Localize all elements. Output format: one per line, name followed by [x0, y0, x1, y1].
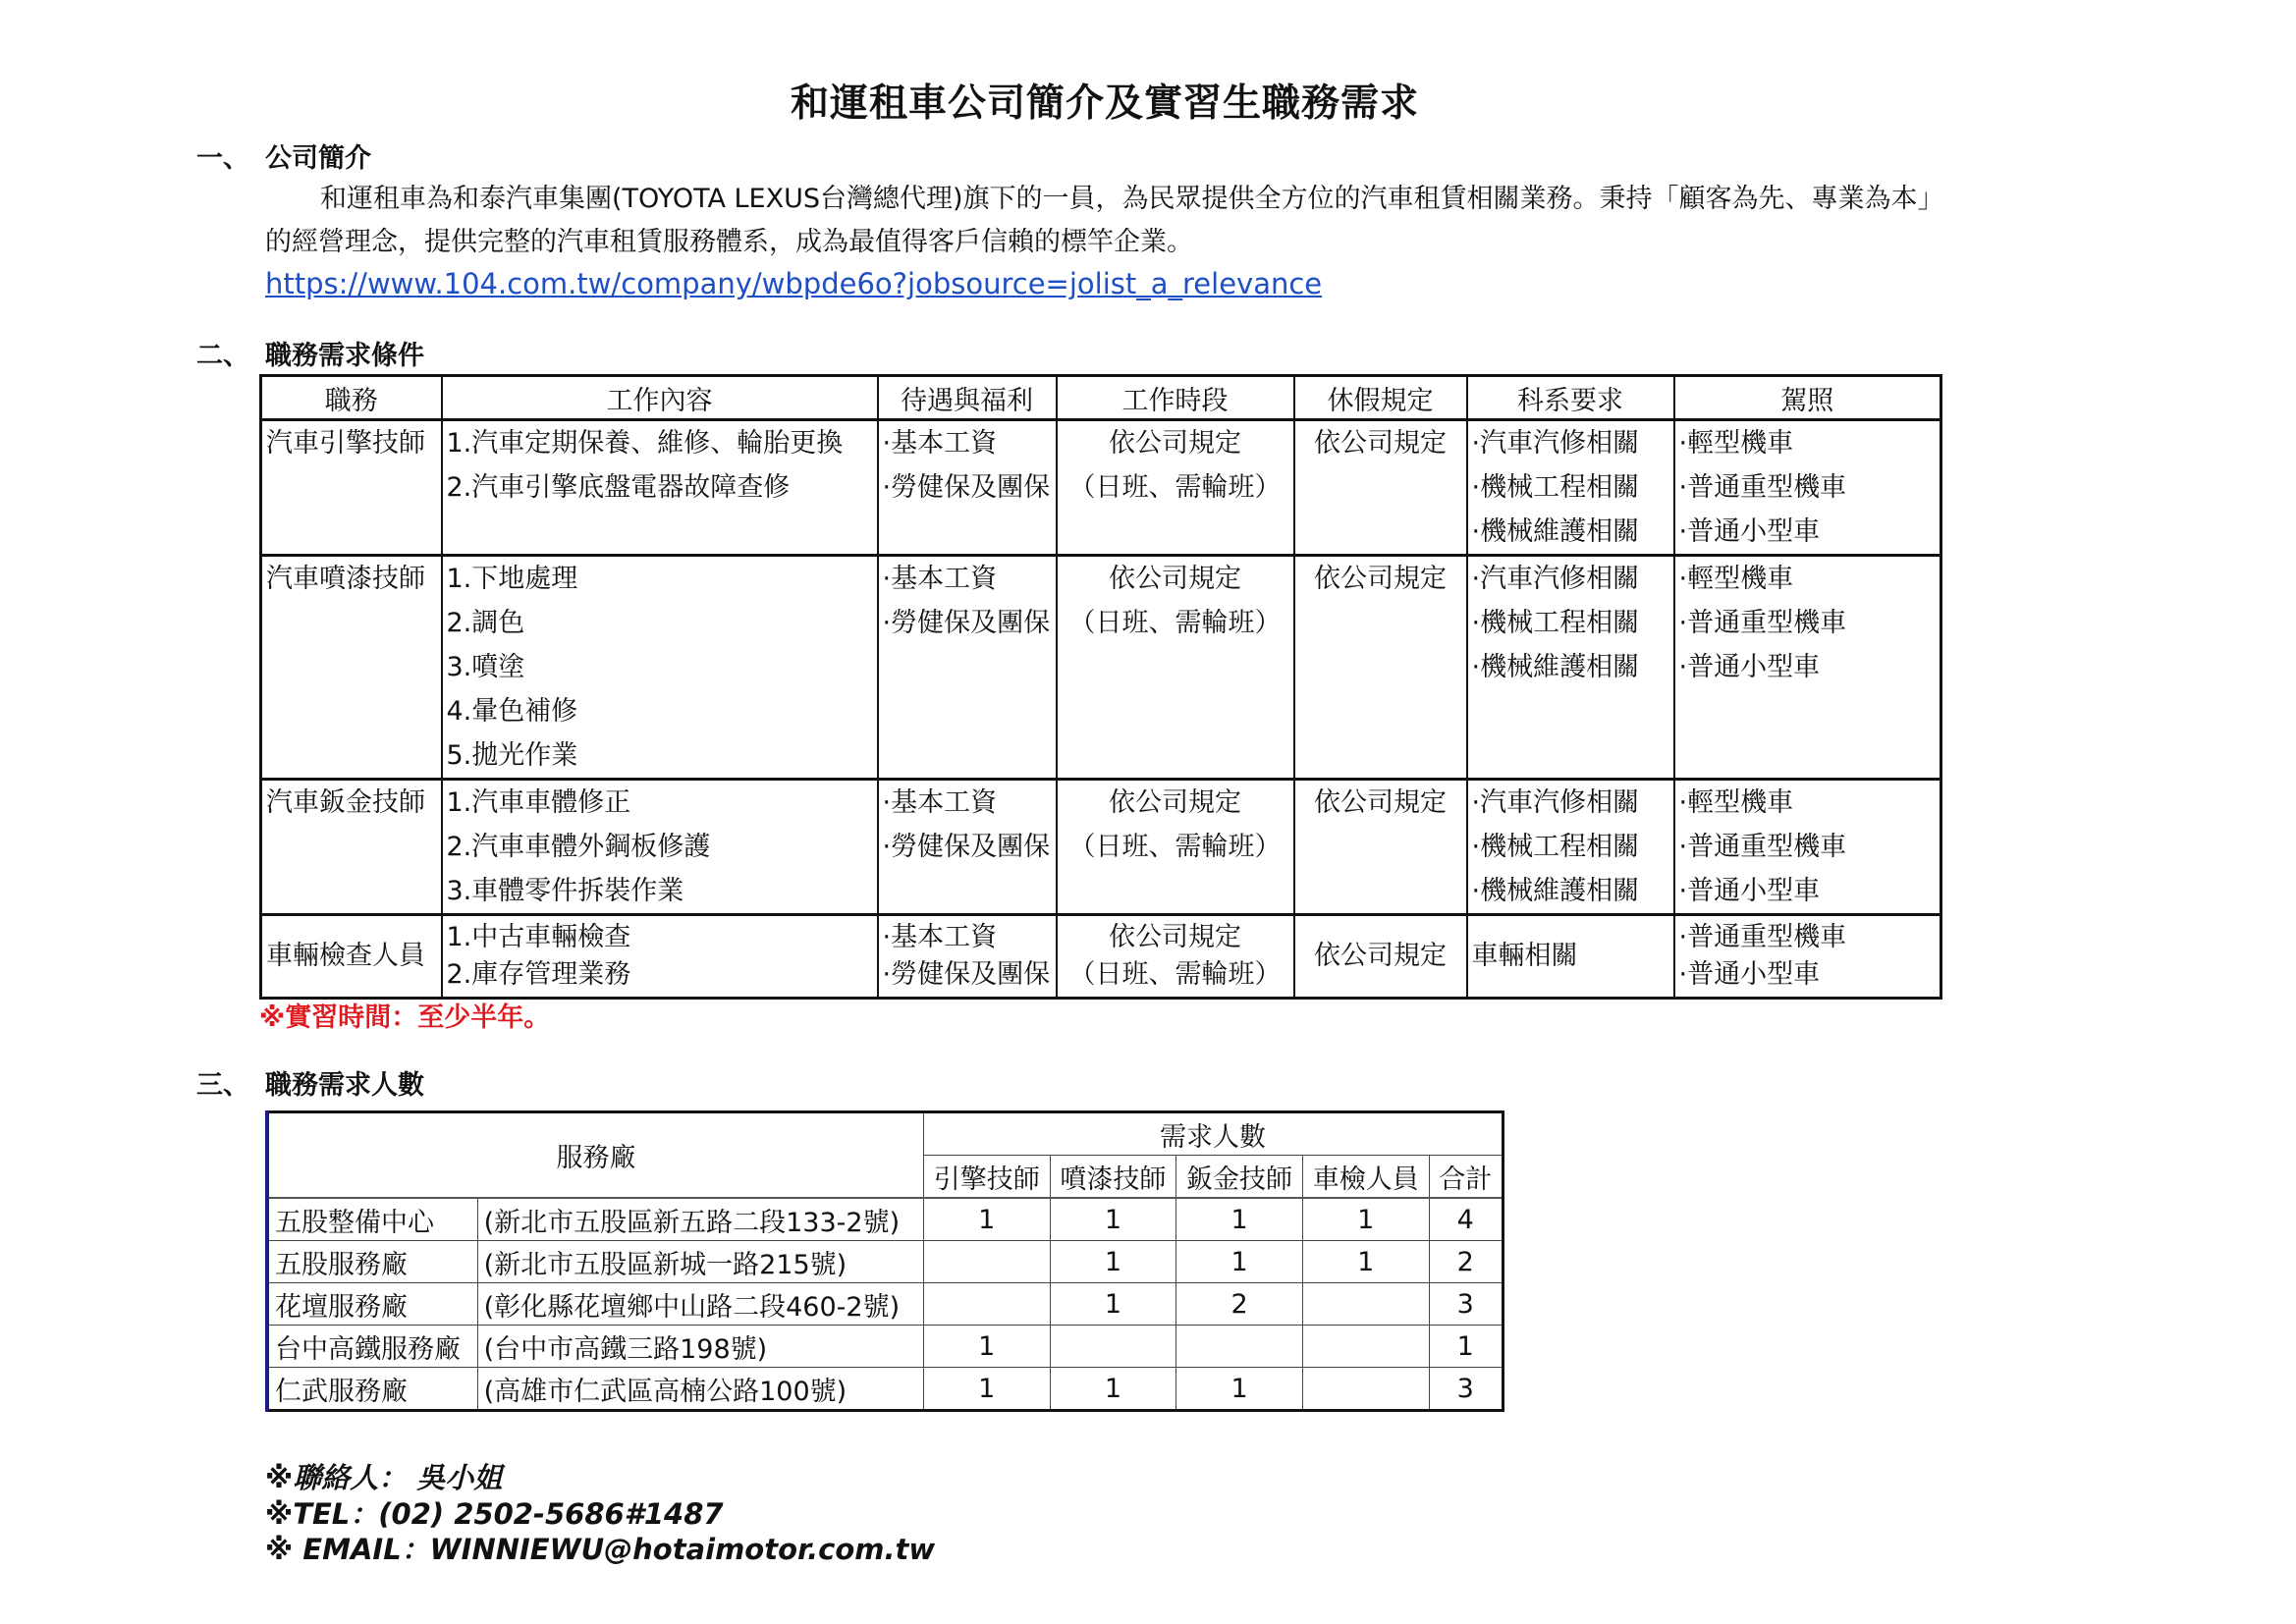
site-address: (台中市高鐵三路198號)	[477, 1326, 923, 1368]
count-engine	[923, 1283, 1050, 1326]
job-benefits: ·基本工資 ·勞健保及團保	[878, 420, 1057, 556]
job-benefits: ·基本工資 ·勞健保及團保	[878, 780, 1057, 915]
job-license: ·輕型機車 ·普通重型機車 ·普通小型車	[1674, 420, 1941, 556]
count-paint: 1	[1050, 1283, 1176, 1326]
header-hours: 工作時段	[1057, 376, 1294, 420]
table-row	[261, 915, 1941, 999]
count-paint	[1050, 1326, 1176, 1368]
count-engine: 1	[923, 1368, 1050, 1411]
count-sheetmetal: 1	[1176, 1198, 1303, 1241]
job-license: ·普通重型機車 ·普通小型車	[1674, 915, 1941, 999]
table-row	[267, 1198, 1503, 1241]
job-hours: 依公司規定 （日班、需輪班）	[1057, 420, 1294, 556]
site-name: 五股整備中心	[267, 1198, 477, 1241]
job-leave: 依公司規定	[1294, 780, 1467, 915]
site-name: 仁武服務廠	[267, 1368, 477, 1411]
job-major: ·汽車汽修相關 ·機械工程相關 ·機械維護相關	[1467, 556, 1674, 780]
table-row	[261, 556, 1941, 780]
site-name: 台中高鐵服務廠	[267, 1326, 477, 1368]
section1-number: 一、	[196, 143, 249, 174]
section3-heading: 職務需求人數	[265, 1070, 424, 1101]
headcount-table	[265, 1110, 1504, 1412]
subheader-inspector: 車檢人員	[1302, 1156, 1429, 1199]
header-job: 職務	[261, 376, 442, 420]
subheader-engine: 引擎技師	[923, 1156, 1050, 1199]
internship-duration-note: ※實習時間：至少半年。	[259, 1002, 551, 1033]
job-license: ·輕型機車 ·普通重型機車 ·普通小型車	[1674, 780, 1941, 915]
count-paint: 1	[1050, 1241, 1176, 1283]
job-benefits: ·基本工資 ·勞健保及團保	[878, 556, 1057, 780]
job-major: 車輛相關	[1467, 915, 1674, 999]
job-license: ·輕型機車 ·普通重型機車 ·普通小型車	[1674, 556, 1941, 780]
count-sheetmetal: 1	[1176, 1241, 1303, 1283]
count-paint: 1	[1050, 1368, 1176, 1411]
job-content: 1.汽車定期保養、維修、輪胎更換 2.汽車引擎底盤電器故障查修	[442, 420, 878, 556]
count-paint: 1	[1050, 1198, 1176, 1241]
site-name: 五股服務廠	[267, 1241, 477, 1283]
count-inspector	[1302, 1326, 1429, 1368]
site-address: (新北市五股區新城一路215號)	[477, 1241, 923, 1283]
header-benefits: 待遇與福利	[878, 376, 1057, 420]
table-row	[261, 780, 1941, 915]
section3-number: 三、	[196, 1070, 249, 1101]
job-requirements-table	[259, 374, 1942, 1000]
job-title: 車輛檢查人員	[261, 915, 442, 999]
count-total: 4	[1429, 1198, 1503, 1241]
header-demand-count: 需求人數	[923, 1112, 1503, 1156]
contact-email[interactable]: ※ EMAIL：WINNIEWU@hotaimotor.com.tw	[265, 1533, 936, 1566]
job-title: 汽車噴漆技師	[261, 556, 442, 780]
job-hours: 依公司規定 （日班、需輪班）	[1057, 915, 1294, 999]
section2-heading: 職務需求條件	[265, 341, 424, 371]
section2-number: 二、	[196, 341, 249, 371]
subheader-sheetmetal: 鈑金技師	[1176, 1156, 1303, 1199]
job-content: 1.下地處理 2.調色 3.噴塗 4.暈色補修 5.拋光作業	[442, 556, 878, 780]
job-hours: 依公司規定 （日班、需輪班）	[1057, 556, 1294, 780]
job-title: 汽車引擎技師	[261, 420, 442, 556]
count-inspector: 1	[1302, 1241, 1429, 1283]
job-content: 1.汽車車體修正 2.汽車車體外鋼板修護 3.車體零件拆裝作業	[442, 780, 878, 915]
company-link[interactable]: https://www.104.com.tw/company/wbpde6o?jobsource=jolist_a_relevance	[265, 267, 1323, 300]
table-row	[267, 1326, 1503, 1368]
count-total: 3	[1429, 1283, 1503, 1326]
table-row	[267, 1368, 1503, 1411]
site-address: (高雄市仁武區高楠公路100號)	[477, 1368, 923, 1411]
intro-line-2: 的經營理念，提供完整的汽車租賃服務體系，成為最值得客戶信賴的標竿企業。	[265, 227, 1193, 257]
job-title: 汽車鈑金技師	[261, 780, 442, 915]
header-service-site: 服務廠	[267, 1112, 923, 1199]
job-leave: 依公司規定	[1294, 556, 1467, 780]
table-header-row	[261, 376, 1941, 420]
count-total: 1	[1429, 1326, 1503, 1368]
header-major: 科系要求	[1467, 376, 1674, 420]
count-total: 2	[1429, 1241, 1503, 1283]
table-row	[267, 1241, 1503, 1283]
job-leave: 依公司規定	[1294, 420, 1467, 556]
count-inspector: 1	[1302, 1198, 1429, 1241]
count-inspector	[1302, 1283, 1429, 1326]
site-name: 花壇服務廠	[267, 1283, 477, 1326]
count-sheetmetal	[1176, 1326, 1303, 1368]
job-leave: 依公司規定	[1294, 915, 1467, 999]
count-engine: 1	[923, 1326, 1050, 1368]
page-title: 和運租車公司簡介及實習生職務需求	[790, 81, 1419, 126]
header-license: 駕照	[1674, 376, 1941, 420]
site-address: (彰化縣花壇鄉中山路二段460-2號)	[477, 1283, 923, 1326]
site-address: (新北市五股區新五路二段133-2號)	[477, 1198, 923, 1241]
count-inspector	[1302, 1368, 1429, 1411]
job-content: 1.中古車輛檢查 2.庫存管理業務	[442, 915, 878, 999]
subheader-total: 合計	[1429, 1156, 1503, 1199]
job-major: ·汽車汽修相關 ·機械工程相關 ·機械維護相關	[1467, 780, 1674, 915]
job-major: ·汽車汽修相關 ·機械工程相關 ·機械維護相關	[1467, 420, 1674, 556]
count-engine: 1	[923, 1198, 1050, 1241]
subheader-paint: 噴漆技師	[1050, 1156, 1176, 1199]
count-engine	[923, 1241, 1050, 1283]
job-benefits: ·基本工資 ·勞健保及團保	[878, 915, 1057, 999]
table-row	[267, 1283, 1503, 1326]
count-total: 3	[1429, 1368, 1503, 1411]
contact-person: ※聯絡人： 吳小姐	[265, 1461, 503, 1494]
header-leave: 休假規定	[1294, 376, 1467, 420]
section1-heading: 公司簡介	[265, 143, 371, 174]
job-hours: 依公司規定 （日班、需輪班）	[1057, 780, 1294, 915]
count-sheetmetal: 1	[1176, 1368, 1303, 1411]
header-content: 工作內容	[442, 376, 878, 420]
contact-tel: ※TEL：(02) 2502-5686#1487	[265, 1497, 724, 1531]
headcount-header-row	[267, 1112, 1503, 1156]
table-row	[261, 420, 1941, 556]
intro-line-1: 和運租車為和泰汽車集團(TOYOTA LEXUS台灣總代理)旗下的一員，為民眾提供全方位的汽車租賃相關業務。秉持「顧客為先、專業為本」	[320, 184, 1944, 214]
count-sheetmetal: 2	[1176, 1283, 1303, 1326]
